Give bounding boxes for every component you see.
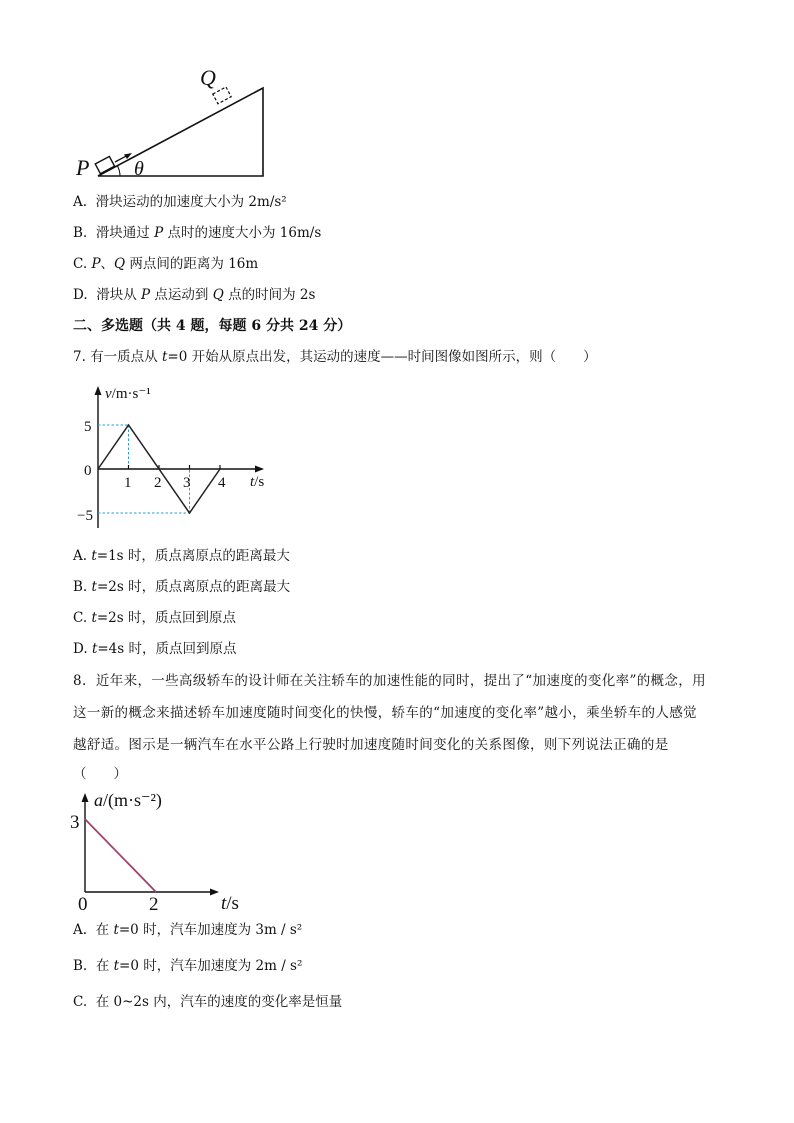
q6-option-a — [73, 193, 287, 211]
option-text: 滑块从 — [96, 287, 142, 303]
var-t: t — [91, 610, 97, 626]
label-p: P — [76, 155, 90, 180]
q8-stem-line-1 — [73, 672, 706, 690]
q7-option-b — [73, 578, 290, 596]
option-letter: A. — [73, 194, 88, 210]
y-tick-label: −5 — [77, 508, 93, 524]
option-text: 在 0~2s 内，汽车的速度的变化率是恒量 — [95, 994, 343, 1010]
acceleration-time-chart — [64, 787, 274, 915]
velocity-time-chart — [77, 378, 280, 533]
q7-option-a — [73, 547, 290, 565]
acceleration-series-line — [85, 819, 156, 892]
q6-option-c — [73, 255, 258, 273]
option-text: =0 时，汽车加速度为 2m / s² — [119, 958, 303, 974]
option-letter: C. — [73, 994, 88, 1010]
q7-stem — [73, 348, 597, 366]
y-tick-label: 5 — [84, 419, 92, 435]
var-t: t — [91, 641, 98, 657]
var-q: Q — [212, 287, 224, 303]
x-axis-label — [250, 474, 264, 490]
q8-option-b — [73, 957, 302, 975]
option-letter: B. — [73, 579, 88, 595]
x-tick-label: 2 — [149, 894, 159, 915]
angle-arc — [118, 166, 121, 176]
q8-option-c — [73, 993, 342, 1011]
incline-triangle — [98, 88, 263, 176]
section-heading: 二、多选题（共 4 题，每题 6 分共 24 分） — [73, 318, 352, 334]
option-text: =0 时，汽车加速度为 3m / s² — [118, 922, 303, 938]
option-text: =4s 时，质点回到原点 — [97, 641, 237, 657]
question-text: 有一质点从 — [90, 349, 162, 365]
y-var: v — [105, 386, 112, 402]
option-letter: D. — [73, 641, 88, 657]
option-text: 点的时间为 2s — [223, 287, 316, 303]
option-text: 滑块运动的加速度大小为 2m/s² — [95, 194, 287, 210]
x-axis-arrow — [255, 466, 264, 473]
option-letter: C. — [73, 256, 88, 272]
option-text: 滑块通过 — [95, 225, 155, 241]
origin-label: 0 — [84, 463, 92, 479]
option-letter: C. — [73, 610, 88, 626]
origin-label: 0 — [78, 894, 88, 915]
var-t: t — [91, 548, 97, 564]
x-var: t — [250, 474, 255, 490]
x-var: t — [221, 893, 227, 914]
option-letter: B. — [73, 225, 88, 241]
q7-option-c — [73, 609, 236, 627]
label-theta: θ — [134, 158, 144, 180]
var-q: Q — [114, 256, 126, 272]
y-axis-arrow — [95, 386, 102, 395]
option-text: =2s 时，质点回到原点 — [96, 610, 236, 626]
q8-stem-line-3: 越舒适。图示是一辆汽车在水平公路上行驶时加速度随时间变化的关系图像，则下列说法正确的是 — [73, 737, 669, 753]
question-number: 8. — [73, 673, 87, 689]
x-tick-label: 1 — [124, 475, 132, 491]
var-t: t — [91, 579, 97, 595]
option-text: =2s 时，质点离原点的距离最大 — [96, 579, 291, 595]
x-tick-label: 3 — [183, 475, 191, 491]
option-text: 在 — [95, 958, 114, 974]
y-axis-label — [94, 790, 162, 811]
x-unit: /s — [254, 474, 265, 490]
option-text: 在 — [95, 922, 114, 938]
question-number: 7. — [73, 349, 86, 365]
y-unit: /m·s⁻¹ — [111, 386, 151, 402]
y-axis-label — [105, 386, 151, 402]
y-var: a — [94, 790, 103, 810]
incline-figure — [70, 58, 280, 182]
option-letter: B. — [73, 958, 88, 974]
y-tick-label: 3 — [70, 812, 80, 833]
x-axis-label — [221, 893, 239, 914]
q8-option-a — [73, 921, 302, 939]
var-t: t — [113, 922, 119, 938]
q6-option-b — [73, 224, 321, 242]
option-text: 点时的速度大小为 16m/s — [163, 225, 322, 241]
option-letter: D. — [73, 287, 88, 303]
var-t: t — [113, 958, 120, 974]
x-axis-arrow — [210, 889, 219, 896]
var-t: t — [161, 349, 168, 365]
option-text: 两点间的距离为 16m — [125, 256, 259, 272]
q6-option-d — [73, 286, 315, 304]
var-p: P — [154, 225, 164, 241]
label-q: Q — [200, 65, 216, 90]
option-text: 点运动到 — [150, 287, 213, 303]
option-letter: A. — [73, 922, 88, 938]
question-text: =0 开始从原点出发，其运动的速度——时间图像如图所示，则（ ） — [167, 349, 597, 365]
y-unit: /(m·s⁻²) — [103, 790, 162, 810]
option-text: 、 — [100, 256, 115, 272]
question-text: 近年来，一些高级轿车的设计师在关注轿车的加速性能的同时，提出了“加速度的变化率”的概念，用 — [95, 673, 706, 689]
var-p: P — [141, 287, 151, 303]
q7-option-d — [73, 640, 237, 658]
var-p: P — [91, 256, 101, 272]
q8-stem-line-4: （ ） — [73, 766, 127, 782]
x-tick-label: 4 — [218, 475, 226, 491]
x-unit: /s — [226, 893, 239, 914]
q8-stem-line-2: 这一新的概念来描述轿车加速度随时间变化的快慢，轿车的“加速度的变化率”越小，乘坐轿车的人感觉 — [73, 705, 697, 721]
block-p — [95, 156, 114, 173]
option-letter: A. — [73, 548, 88, 564]
x-tick-label: 2 — [154, 475, 162, 491]
y-axis-arrow — [82, 793, 89, 802]
option-text: =1s 时，质点离原点的距离最大 — [96, 548, 290, 564]
